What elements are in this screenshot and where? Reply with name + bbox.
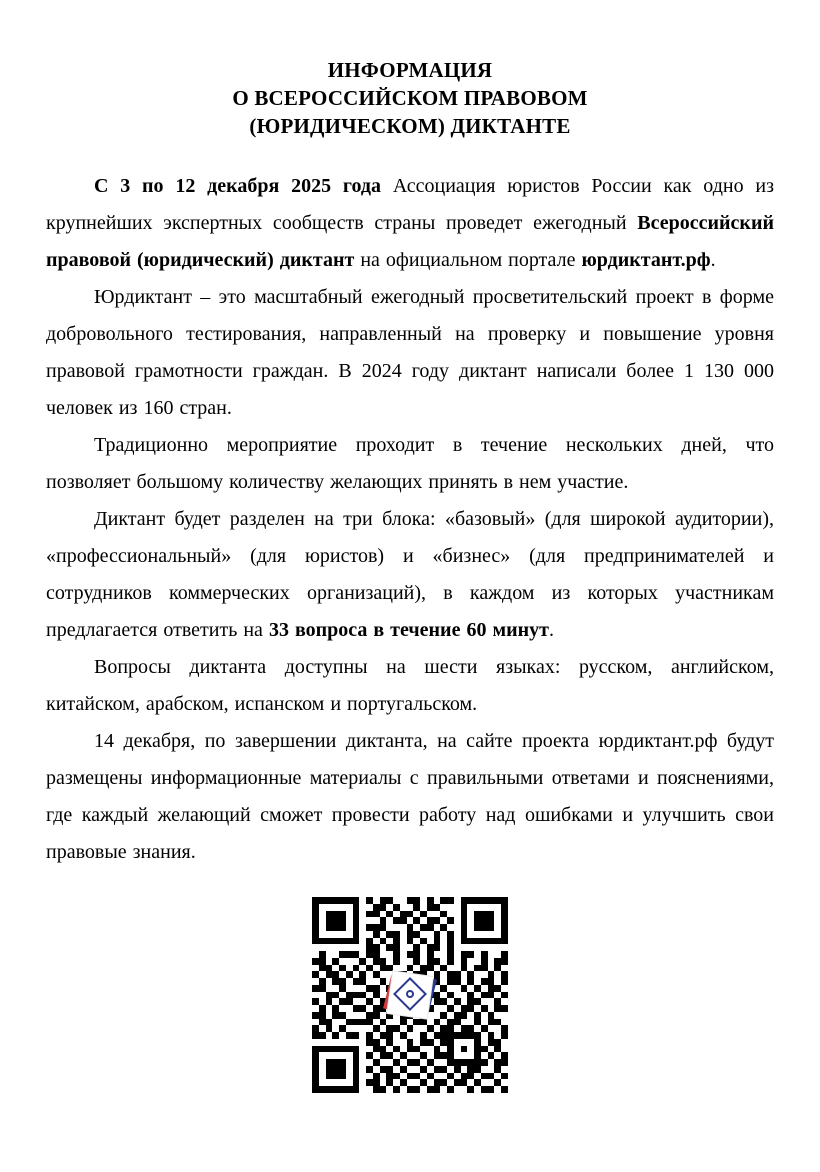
paragraph-results: 14 декабря, по завершении диктанта, на сайте проекта юрдиктант.рф будут размещены информационные материалы с правильными ответами и пояснениями, где каждый желающий сможет провести работу над ошибками и улучшить свои правовые знания. [46, 730, 774, 863]
document-title [46, 56, 774, 140]
paragraph-blocks: Диктант будет разделен на три блока: «базовый» (для широкой аудитории), «профессиональный» (для юристов) и «бизнес» (для предпринимателей и сотрудников коммерческих организаций), в каждом из которых участникам предлагается ответить на 33 вопроса в течение 60 минут. [46, 508, 774, 641]
title-line-3: (ЮРИДИЧЕСКОМ) ДИКТАНТЕ [249, 114, 571, 138]
lawyers-association-logo [385, 970, 435, 1020]
paragraph-languages: Вопросы диктанта доступны на шести языках: русском, английском, китайском, арабском, испанском и португальском. [46, 656, 774, 715]
paragraph-dates-announcement: С 3 по 12 декабря 2025 года Ассоциация юристов России как одно из крупнейших экспертных сообществ страны проведет ежегодный Всероссийский правовой (юридический) диктант на официальном портале юрдиктант.рф. [46, 175, 775, 271]
title-line-2: О ВСЕРОССИЙСКОМ ПРАВОВОМ [232, 86, 588, 110]
paragraph-project-description: Юрдиктант – это масштабный ежегодный просветительский проект в форме добровольного тестирования, направленный на проверку и повышение уровня правовой грамотности граждан. В 2024 году диктант написали более 1 130 000 человек из 160 стран. [46, 286, 774, 419]
title-line-1: ИНФОРМАЦИЯ [327, 58, 493, 82]
qr-code [312, 897, 508, 1093]
logo-emblem-core [406, 990, 414, 998]
document-body [46, 168, 774, 871]
paragraph-duration: Традиционно мероприятие проходит в течение нескольких дней, что позволяет большому количеству желающих принять в нем участие. [46, 434, 774, 493]
